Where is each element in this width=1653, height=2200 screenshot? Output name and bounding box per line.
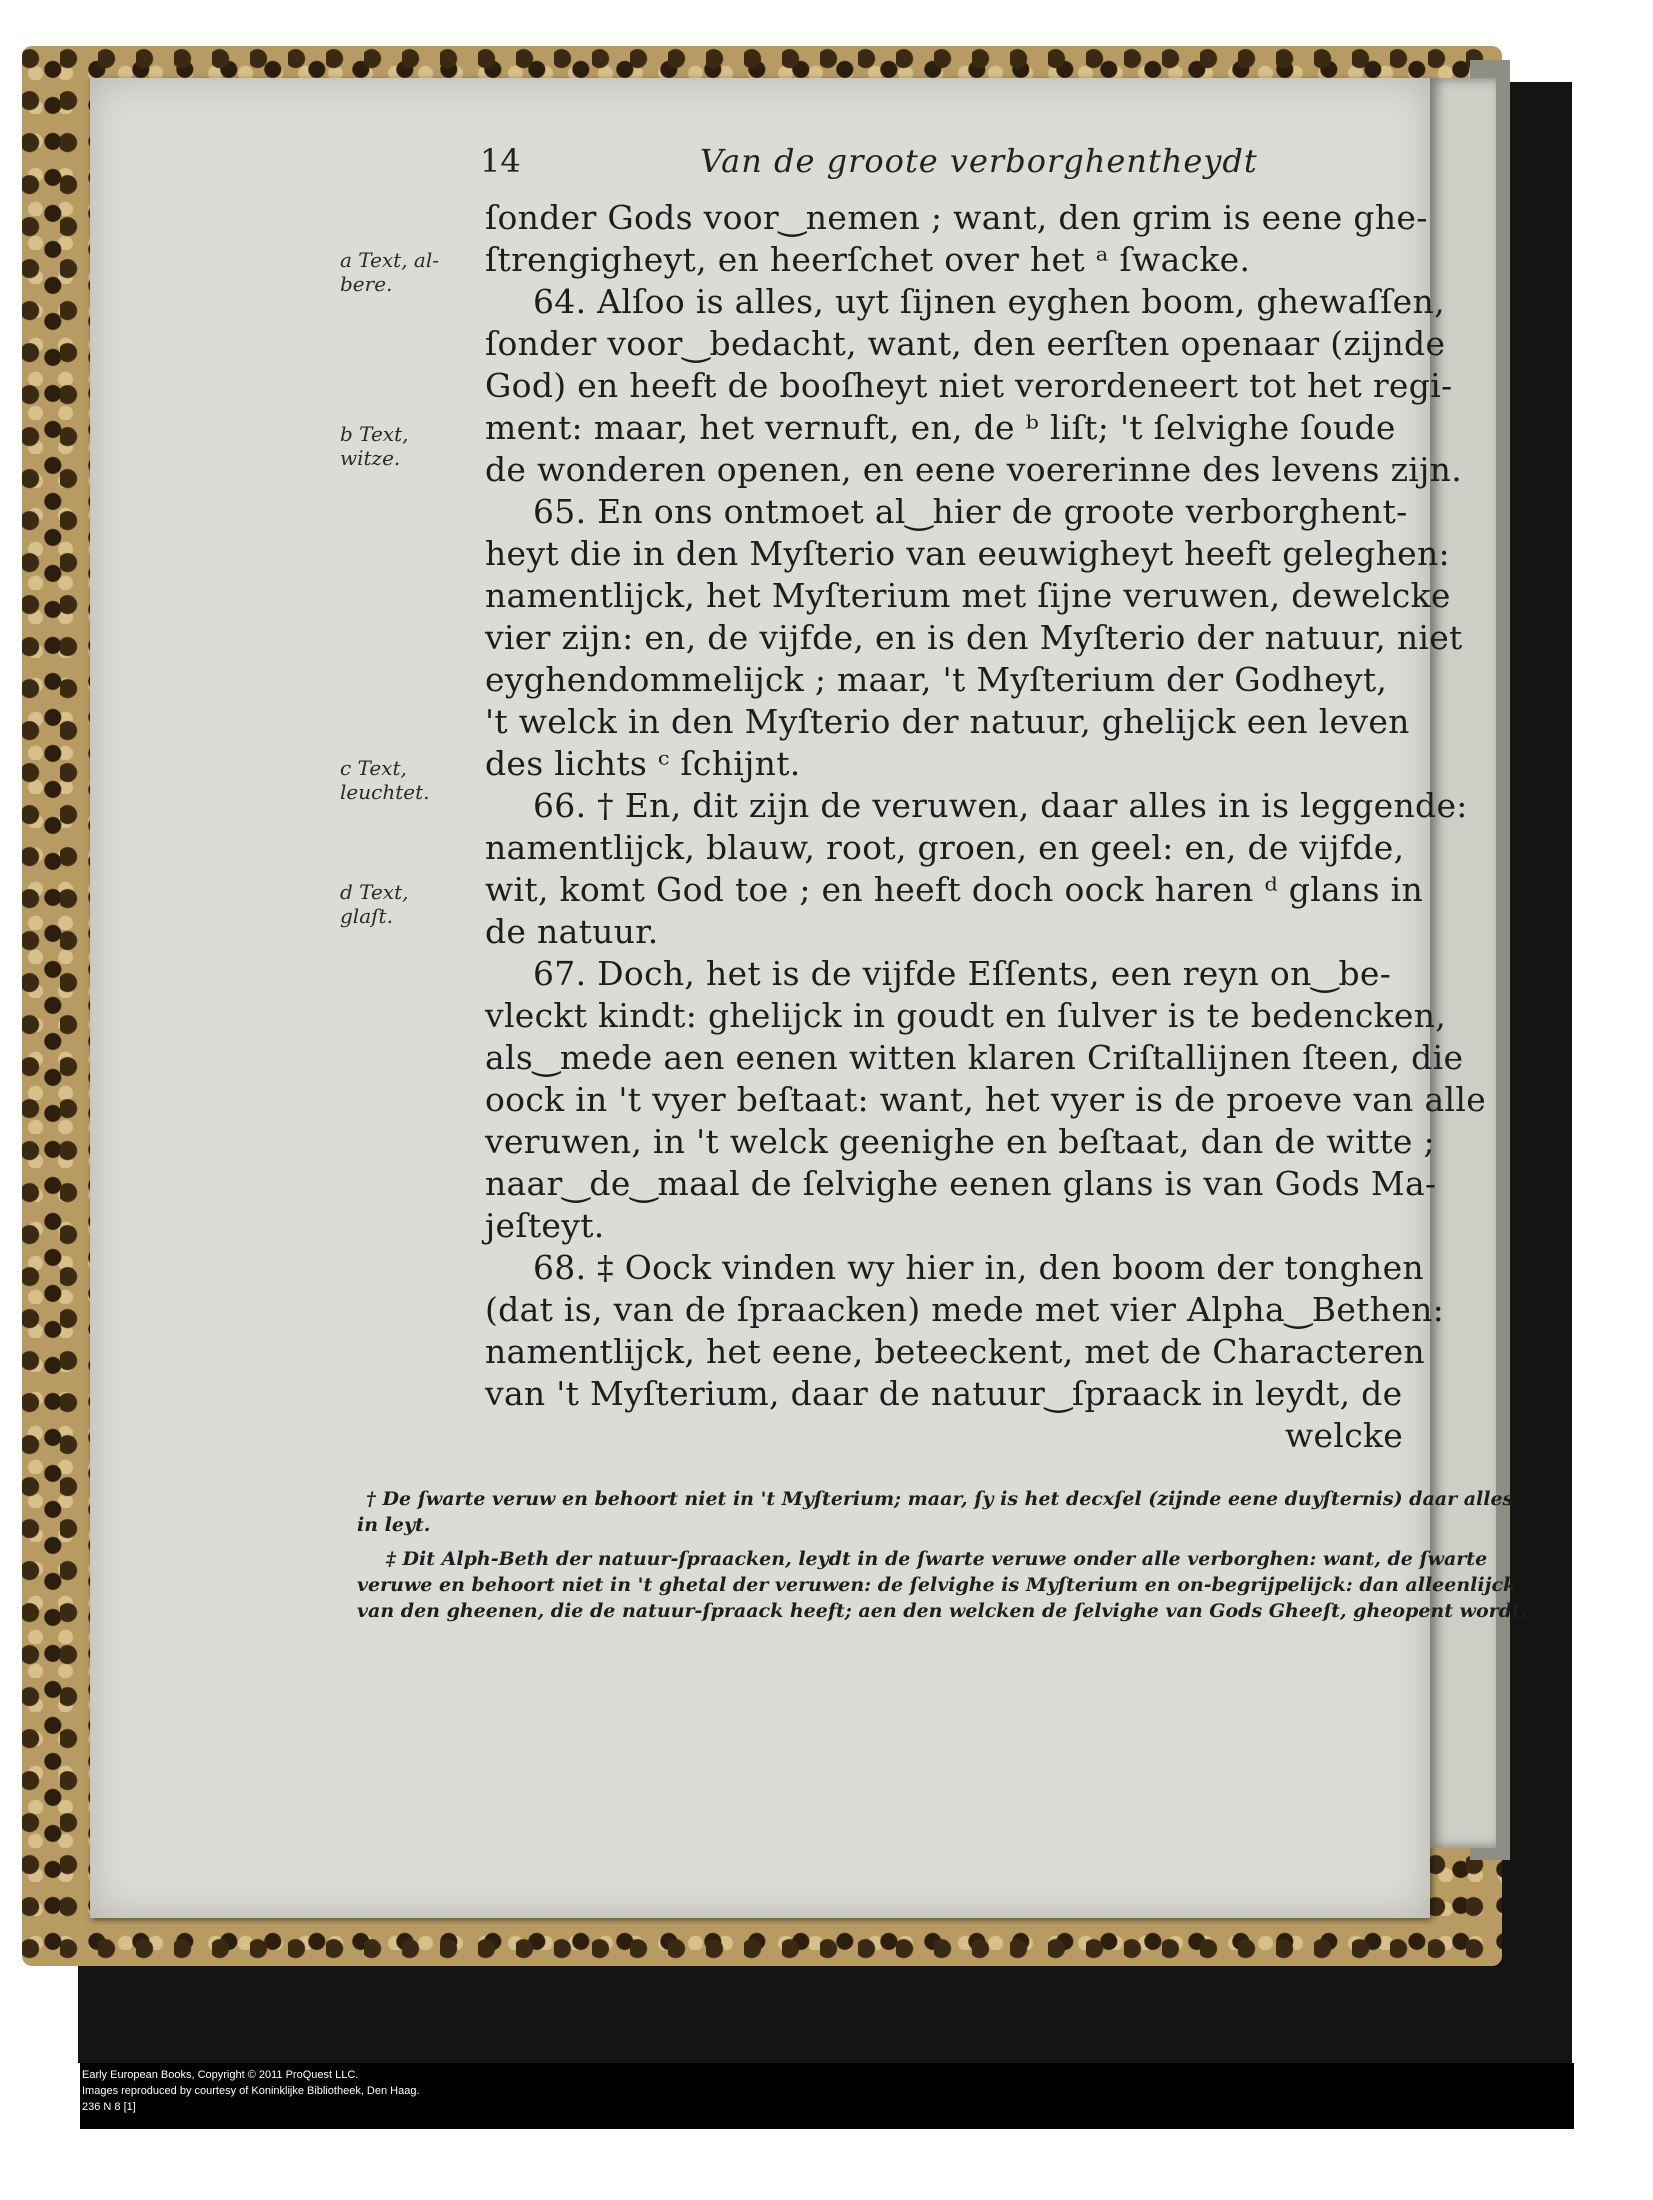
body-line: ment: maar, het vernuft, en, de ᵇ liſt; 't ſelvighe ſoude <box>485 408 1396 447</box>
margin-note-cont: witze. <box>340 446 401 470</box>
body-line: oock in 't vyer beſtaat: want, het vyer is de proeve van alle <box>485 1080 1487 1119</box>
footnote-line: veruwe en behoort niet in 't ghetal der veruwen: de ſelvighe is Myſterium en on-begrijpelijck: dan alleenlijck <box>357 1574 1517 1596</box>
body-line: 65. En ons ontmoet al‿hier de groote verborghent- <box>533 492 1408 531</box>
margin-note-b <box>340 422 408 470</box>
body-line: wit, komt God toe ; en heeft doch oock haren ᵈ glans in <box>485 870 1424 909</box>
credit-copyright: Early European Books, Copyright © 2011 ProQuest LLC. <box>82 2069 359 2081</box>
margin-note-label: a Text, al- <box>340 248 440 272</box>
body-line: namentlijck, blauw, root, groen, en geel: en, de vijfde, <box>485 828 1405 867</box>
body-line: des lichts ᶜ ſchijnt. <box>485 744 801 783</box>
margin-note-cont: glaſt. <box>340 904 393 928</box>
body-line: vleckt kindt: ghelijck in goudt en ſulver is te bedencken, <box>485 996 1447 1035</box>
body-line: God) en heeft de booſheyt niet verordeneert tot het regi- <box>485 366 1453 405</box>
margin-note-label: c Text, <box>340 756 407 780</box>
credit-shelfmark: 236 N 8 [1] <box>82 2101 136 2113</box>
page-number: 14 <box>480 142 521 180</box>
margin-note-cont: leuchtet. <box>340 780 430 804</box>
footnote-line: ‡ Dit Alph-Beth der natuur-ſpraacken, leydt in de ſwarte veruwe onder alle verborghen: want, de ſwarte <box>386 1548 1488 1570</box>
margin-note-cont: bere. <box>340 272 393 296</box>
margin-note-label: b Text, <box>340 422 409 446</box>
body-line: namentlijck, het Myſterium met ſijne veruwen, dewelcke <box>485 576 1451 615</box>
body-line: 66. † En, dit zijn de veruwen, daar alles in is leggende: <box>533 786 1468 825</box>
body-line: de natuur. <box>485 912 659 951</box>
body-line: 64. Alſoo is alles, uyt ſijnen eyghen boom, ghewaſſen, <box>533 282 1445 321</box>
body-line: veruwen, in 't welck geenighe en beſtaat, dan de witte ; <box>485 1122 1435 1161</box>
body-line: ſonder voor‿bedacht, want, den eerſten openaar (zijnde <box>485 324 1446 363</box>
body-line: ſonder Gods voor‿nemen ; want, den grim is eene ghe- <box>485 198 1428 237</box>
margin-note-d <box>340 880 408 928</box>
body-line: 68. ‡ Oock vinden wy hier in, den boom der tonghen <box>533 1248 1424 1287</box>
body-line: 't welck in den Myſterio der natuur, ghelijck een leven <box>485 702 1410 741</box>
footnote-line: van den gheenen, die de natuur-ſpraack heeft; aen den welcken de ſelvighe van Gods Gheeſt, gheopent wordt. <box>357 1600 1528 1622</box>
body-line: vier zijn: en, de vijfde, en is den Myſterio der natuur, niet <box>485 618 1463 657</box>
margin-note-label: d Text, <box>340 880 409 904</box>
body-line: de wonderen openen, en eene voererinne des levens zijn. <box>485 450 1462 489</box>
body-line: (dat is, van de ſpraacken) mede met vier Alpha‿Bethen: <box>485 1290 1445 1329</box>
body-line: heyt die in den Myſterio van eeuwigheyt heeft geleghen: <box>485 534 1450 573</box>
margin-note-c <box>340 756 429 804</box>
running-title: Van de groote verborghentheydt <box>700 142 1258 180</box>
body-line: van 't Myſterium, daar de natuur‿ſpraack in leydt, de <box>485 1374 1403 1413</box>
body-line: namentlijck, het eene, beteeckent, met de Characteren <box>485 1332 1425 1371</box>
body-line: ſtrengigheyt, en heerſchet over het ᵃ ſwacke. <box>485 240 1251 279</box>
body-line: 67. Doch, het is de vijfde Eſſents, een reyn on‿be- <box>533 954 1392 993</box>
credit-courtesy: Images reproduced by courtesy of Koninklijke Bibliotheek, Den Haag. <box>82 2085 420 2097</box>
margin-note-a <box>340 248 439 296</box>
body-line: jeſteyt. <box>485 1206 605 1245</box>
footnote-line: in leyt. <box>357 1514 431 1536</box>
catchword: welcke <box>1285 1416 1404 1455</box>
footnote-line: † De ſwarte veruw en behoort niet in 't Myſterium; maar, ſy is het decxſel (zijnde eene duyſternis) daar alles <box>366 1488 1514 1510</box>
body-line: eyghendommelijck ; maar, 't Myſterium der Godheyt, <box>485 660 1388 699</box>
body-line: naar‿de‿maal de ſelvighe eenen glans is van Gods Ma- <box>485 1164 1437 1203</box>
body-line: als‿mede aen eenen witten klaren Criſtallijnen ſteen, die <box>485 1038 1464 1077</box>
